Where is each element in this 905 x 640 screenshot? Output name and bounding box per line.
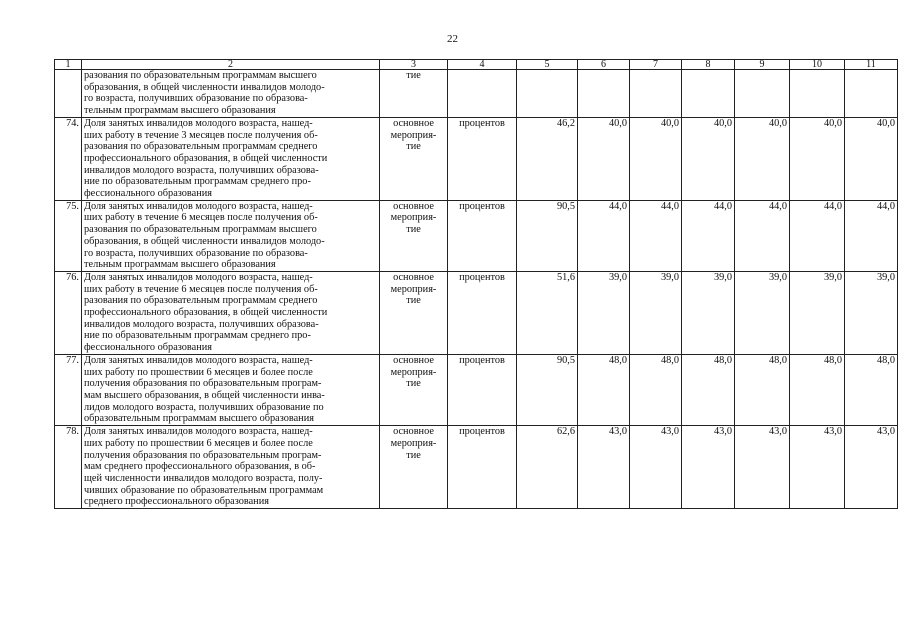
- value-cell: 40,0: [682, 117, 735, 200]
- measure-type-line: тие: [406, 378, 421, 390]
- column-header: 3: [380, 60, 448, 70]
- measure-type: [380, 70, 448, 118]
- measure-type: [380, 271, 448, 354]
- indicators-table: [54, 59, 898, 509]
- table-row: [55, 426, 898, 509]
- indicator-name-line: фессионального образования: [84, 188, 212, 200]
- row-number: [55, 70, 82, 118]
- value-cell: 39,0: [735, 271, 790, 354]
- indicator-name-line: разования по образовательным программам высшего: [84, 70, 317, 81]
- value-cell: 46,2: [517, 117, 578, 200]
- indicator-name-line: Доля занятых инвалидов молодого возраста, нашед-: [84, 117, 313, 129]
- measure-type-line: мероприя-: [390, 129, 437, 141]
- unit: [448, 70, 517, 118]
- table-row: [55, 70, 898, 118]
- value-cell: [682, 70, 735, 118]
- indicator-name-line: образования, в общей численности инвалидов молодо-: [84, 235, 325, 247]
- column-header: 5: [517, 60, 578, 70]
- indicator-name-line: профессионального образования, в общей численности: [84, 307, 328, 319]
- value-cell: 90,5: [517, 200, 578, 271]
- row-number: 77.: [55, 354, 82, 425]
- measure-type: [380, 117, 448, 200]
- indicator-name-line: ших работу в течение 6 месяцев после получения об-: [84, 283, 318, 295]
- value-cell: 43,0: [682, 426, 735, 509]
- column-header: 2: [82, 60, 380, 70]
- value-cell: 44,0: [735, 200, 790, 271]
- value-cell: 48,0: [845, 354, 898, 425]
- value-cell: [517, 70, 578, 118]
- value-cell: [630, 70, 682, 118]
- indicator-name-line: тельным программам высшего образования: [84, 105, 276, 117]
- value-cell: 51,6: [517, 271, 578, 354]
- value-cell: 43,0: [578, 426, 630, 509]
- indicator-name: [82, 200, 380, 271]
- measure-type-line: тие: [406, 295, 421, 307]
- indicator-name-line: Доля занятых инвалидов молодого возраста, нашед-: [84, 426, 313, 438]
- table-row: [55, 271, 898, 354]
- measure-type-line: основное: [393, 200, 434, 212]
- value-cell: 43,0: [790, 426, 845, 509]
- indicator-name-line: разования по образовательным программам среднего: [84, 295, 318, 307]
- measure-type: [380, 426, 448, 509]
- value-cell: 48,0: [735, 354, 790, 425]
- row-number: 74.: [55, 117, 82, 200]
- table-row: [55, 354, 898, 425]
- measure-type-line: мероприя-: [390, 437, 437, 449]
- value-cell: 44,0: [845, 200, 898, 271]
- measure-type-line: мероприя-: [390, 212, 437, 224]
- row-number: 78.: [55, 426, 82, 509]
- value-cell: 44,0: [630, 200, 682, 271]
- column-header: 6: [578, 60, 630, 70]
- indicator-name-line: получения образования по образовательным програм-: [84, 449, 322, 461]
- value-cell: 40,0: [630, 117, 682, 200]
- unit: процентов: [448, 117, 517, 200]
- indicator-name-line: фессионального образования: [84, 342, 212, 354]
- column-header: 11: [845, 60, 898, 70]
- value-cell: 43,0: [735, 426, 790, 509]
- column-header: 9: [735, 60, 790, 70]
- indicator-name-line: образования, в общей численности инвалидов молодо-: [84, 81, 325, 93]
- measure-type-line: тие: [406, 141, 421, 153]
- value-cell: 39,0: [845, 271, 898, 354]
- value-cell: 39,0: [578, 271, 630, 354]
- measure-type-line: мероприя-: [390, 283, 437, 295]
- indicator-name-line: разования по образовательным программам среднего: [84, 141, 318, 153]
- value-cell: 40,0: [578, 117, 630, 200]
- indicator-name-line: го возраста, получивших образование по образова-: [84, 247, 308, 259]
- column-header: 7: [630, 60, 682, 70]
- indicator-name-line: образовательным программам высшего образования: [84, 413, 314, 425]
- row-number: 76.: [55, 271, 82, 354]
- indicator-name-line: Доля занятых инвалидов молодого возраста, нашед-: [84, 354, 313, 366]
- unit: процентов: [448, 271, 517, 354]
- indicator-name-line: ших работу по прошествии 6 месяцев и более после: [84, 366, 313, 378]
- measure-type-line: основное: [393, 354, 434, 366]
- value-cell: 48,0: [790, 354, 845, 425]
- table-row: [55, 117, 898, 200]
- indicator-name: [82, 271, 380, 354]
- indicator-name-line: инвалидов молодого возраста, получивших образова-: [84, 318, 319, 330]
- value-cell: 44,0: [790, 200, 845, 271]
- value-cell: 39,0: [630, 271, 682, 354]
- value-cell: 39,0: [682, 271, 735, 354]
- value-cell: 48,0: [682, 354, 735, 425]
- indicator-name-line: профессионального образования, в общей численности: [84, 152, 328, 164]
- indicator-name: [82, 117, 380, 200]
- unit: процентов: [448, 426, 517, 509]
- value-cell: 40,0: [790, 117, 845, 200]
- value-cell: 40,0: [735, 117, 790, 200]
- indicator-name-line: ших работу в течение 6 месяцев после получения об-: [84, 212, 318, 224]
- value-cell: [845, 70, 898, 118]
- page-number: 22: [447, 33, 458, 45]
- value-cell: 48,0: [578, 354, 630, 425]
- measure-type-line: тие: [406, 449, 421, 461]
- indicator-name-line: среднего профессионального образования: [84, 496, 269, 508]
- column-header: 1: [55, 60, 82, 70]
- value-cell: 44,0: [578, 200, 630, 271]
- measure-type-line: мероприя-: [390, 366, 437, 378]
- column-header: 10: [790, 60, 845, 70]
- indicator-name-line: инвалидов молодого возраста, получивших образова-: [84, 164, 319, 176]
- measure-type: [380, 200, 448, 271]
- indicator-name-line: щей численности инвалидов молодого возраста, полу-: [84, 472, 323, 484]
- measure-type-line: тие: [406, 224, 421, 236]
- value-cell: [578, 70, 630, 118]
- value-cell: 90,5: [517, 354, 578, 425]
- indicator-name-line: тельным программам высшего образования: [84, 259, 276, 271]
- column-header: 8: [682, 60, 735, 70]
- measure-type-line: тие: [406, 70, 421, 81]
- value-cell: 43,0: [630, 426, 682, 509]
- indicator-name-line: Доля занятых инвалидов молодого возраста, нашед-: [84, 200, 313, 212]
- unit: процентов: [448, 200, 517, 271]
- value-cell: 44,0: [682, 200, 735, 271]
- indicator-name-line: ние по образовательным программам среднего про-: [84, 176, 311, 188]
- value-cell: [735, 70, 790, 118]
- measure-type-line: основное: [393, 117, 434, 129]
- indicator-name-line: го возраста, получивших образование по образова-: [84, 93, 308, 105]
- header-row: [55, 60, 898, 70]
- indicator-name: [82, 354, 380, 425]
- indicator-name-line: мам высшего образования, в общей численности инва-: [84, 389, 325, 401]
- measure-type: [380, 354, 448, 425]
- indicator-name-line: ших работу по прошествии 6 месяцев и более после: [84, 437, 313, 449]
- indicator-name-line: ние по образовательным программам среднего про-: [84, 330, 311, 342]
- indicator-name-line: разования по образовательным программам высшего: [84, 224, 317, 236]
- value-cell: 40,0: [845, 117, 898, 200]
- indicator-name-line: мам среднего профессионального образования, в об-: [84, 461, 316, 473]
- value-cell: 39,0: [790, 271, 845, 354]
- value-cell: 62,6: [517, 426, 578, 509]
- measure-type-line: основное: [393, 271, 434, 283]
- value-cell: 48,0: [630, 354, 682, 425]
- indicator-name-line: чивших образование по образовательным программам: [84, 484, 324, 496]
- value-cell: 43,0: [845, 426, 898, 509]
- indicator-name-line: ших работу в течение 3 месяцев после получения об-: [84, 129, 318, 141]
- column-header: 4: [448, 60, 517, 70]
- table-row: [55, 200, 898, 271]
- measure-type-line: основное: [393, 426, 434, 438]
- row-number: 75.: [55, 200, 82, 271]
- indicator-name-line: лидов молодого возраста, получивших образование по: [84, 401, 324, 413]
- value-cell: [790, 70, 845, 118]
- unit: процентов: [448, 354, 517, 425]
- indicator-name: [82, 426, 380, 509]
- indicator-name-line: получения образования по образовательным програм-: [84, 378, 322, 390]
- indicator-name-line: Доля занятых инвалидов молодого возраста, нашед-: [84, 271, 313, 283]
- indicator-name: [82, 70, 380, 118]
